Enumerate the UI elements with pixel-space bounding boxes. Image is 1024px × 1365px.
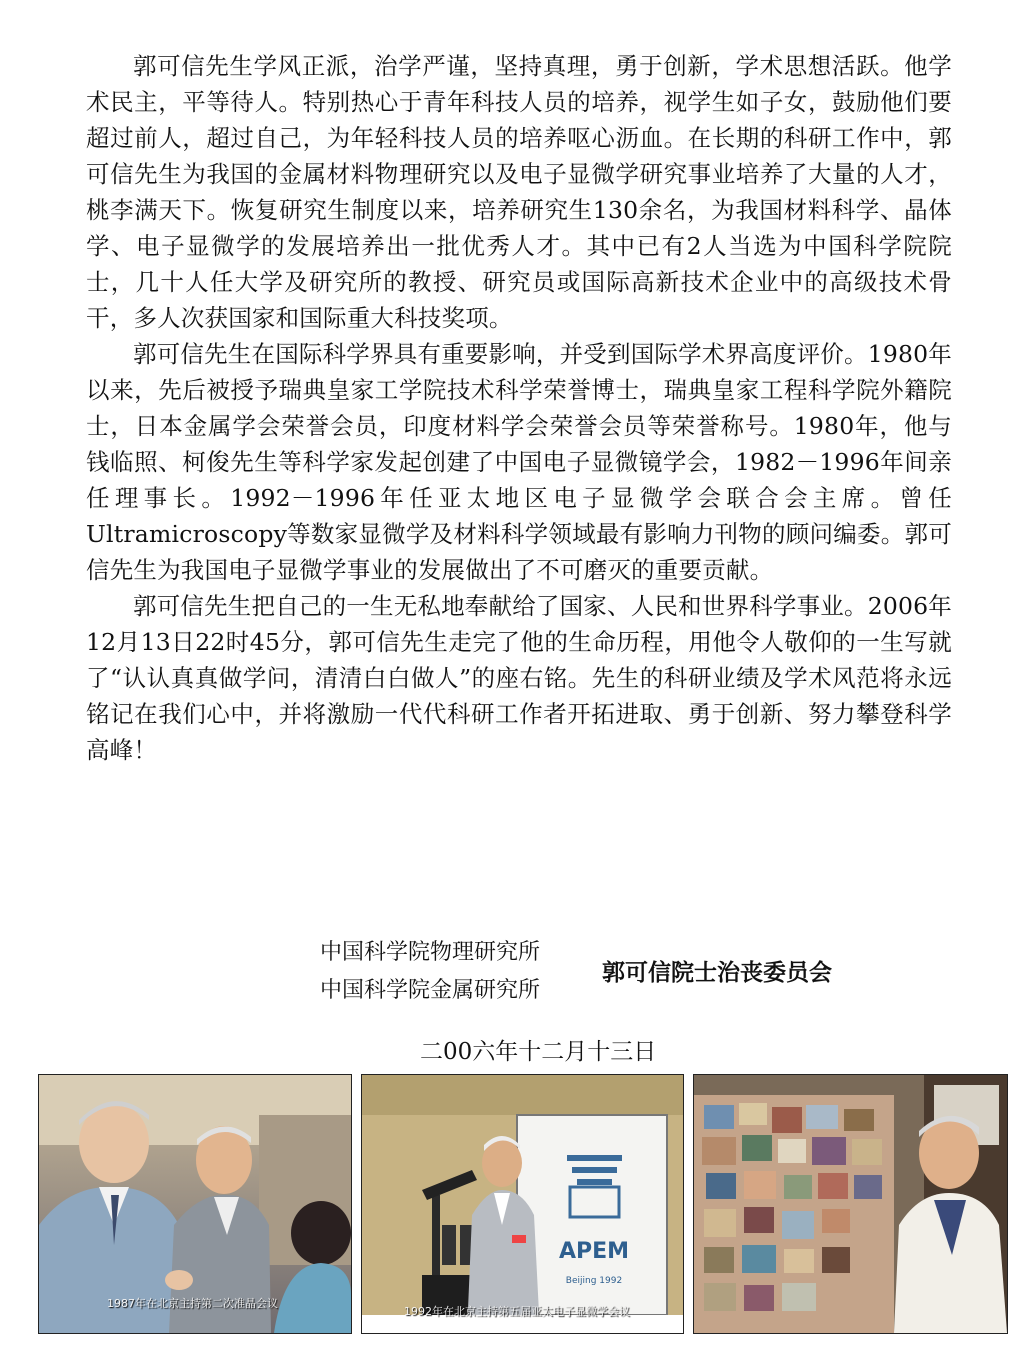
paragraph-2: 郭可信先生在国际科学界具有重要影响，并受到国际学术界高度评价。1980年以来，先后被授予瑞典皇家工学院技术科学荣誉博士，瑞典皇家工程科学院外籍院士，日本金属学会荣誉会员，印度材料学会荣誉会员等荣誉称号。1980年，他与钱临照、柯俊先生等科学家发起创建了中国电子显微镜学会，1982－1996年间亲任理事长。1992－1996年任亚太地区电子显微学会联合会主席。曾任Ultramicroscopy等数家显微学及材料科学领域最有影响力刊物的顾问编委。郭可信先生为我国电子显微学事业的发展做出了不可磨灭的重要贡献。 (86, 340, 953, 584)
memorial-text (86, 48, 952, 768)
signature-date: 二00六年十二月十三日 (420, 1039, 657, 1065)
photo-collage (694, 1095, 894, 1333)
org-physics-institute: 中国科学院物理研究所 (320, 940, 541, 965)
paragraph-1: 郭可信先生学风正派，治学严谨，坚持真理，勇于创新，学术思想活跃。他学术民主，平等待人。特别热心于青年科技人员的培养，视学生如子女，鼓励他们要超过前人，超过自己，为年轻科技人员的培养呕心沥血。在长期的科研工作中，郭可信先生为我国的金属材料物理研究以及电子显微学研究事业培养了大量的人才，桃李满天下。恢复研究生制度以来，培养研究生130余名，为我国材料科学、晶体学、电子显微学的发展培养出一批优秀人才。其中已有2人当选为中国科学院院士，几十人任大学及研究所的教授、研究员或国际高新技术企业中的高级技术骨干，多人次获国家和国际重大科技奖项。 (86, 52, 952, 332)
poster-apem-text: APEM (558, 1239, 630, 1264)
signature-block (320, 934, 920, 1014)
photo-1987-conference (38, 1074, 352, 1334)
photo-photo-wall-image (694, 1075, 1007, 1333)
poster-year-text: Beijing 1992 (565, 1276, 623, 1286)
paragraph-3: 郭可信先生把自己的一生无私地奉献给了国家、人民和世界科学事业。2006年12月13日22时45分，郭可信先生走完了他的生命历程，用他令人敬仰的一生写就了“认认真真做学问，清清白白做人”的座右铭。先生的科研业绩及学术风范将永远铭记在我们心中，并将激励一代代科研工作者开拓进取、勇于创新、努力攀登科学高峰！ (86, 592, 953, 764)
photo-1992-caption: 1992年在北京主持第五届亚太电子显微学会议 (404, 1305, 630, 1318)
photo-photo-wall (693, 1074, 1008, 1334)
photo-1987-caption: 1987年在北京主持第二次准晶会议 (107, 1297, 278, 1310)
org-metals-institute: 中国科学院金属研究所 (320, 978, 541, 1003)
photo-1992-image (362, 1075, 683, 1333)
funeral-committee: 郭可信院士治丧委员会 (602, 960, 832, 986)
photo-1992-conference (361, 1074, 684, 1334)
signature-organizations (320, 934, 540, 1010)
